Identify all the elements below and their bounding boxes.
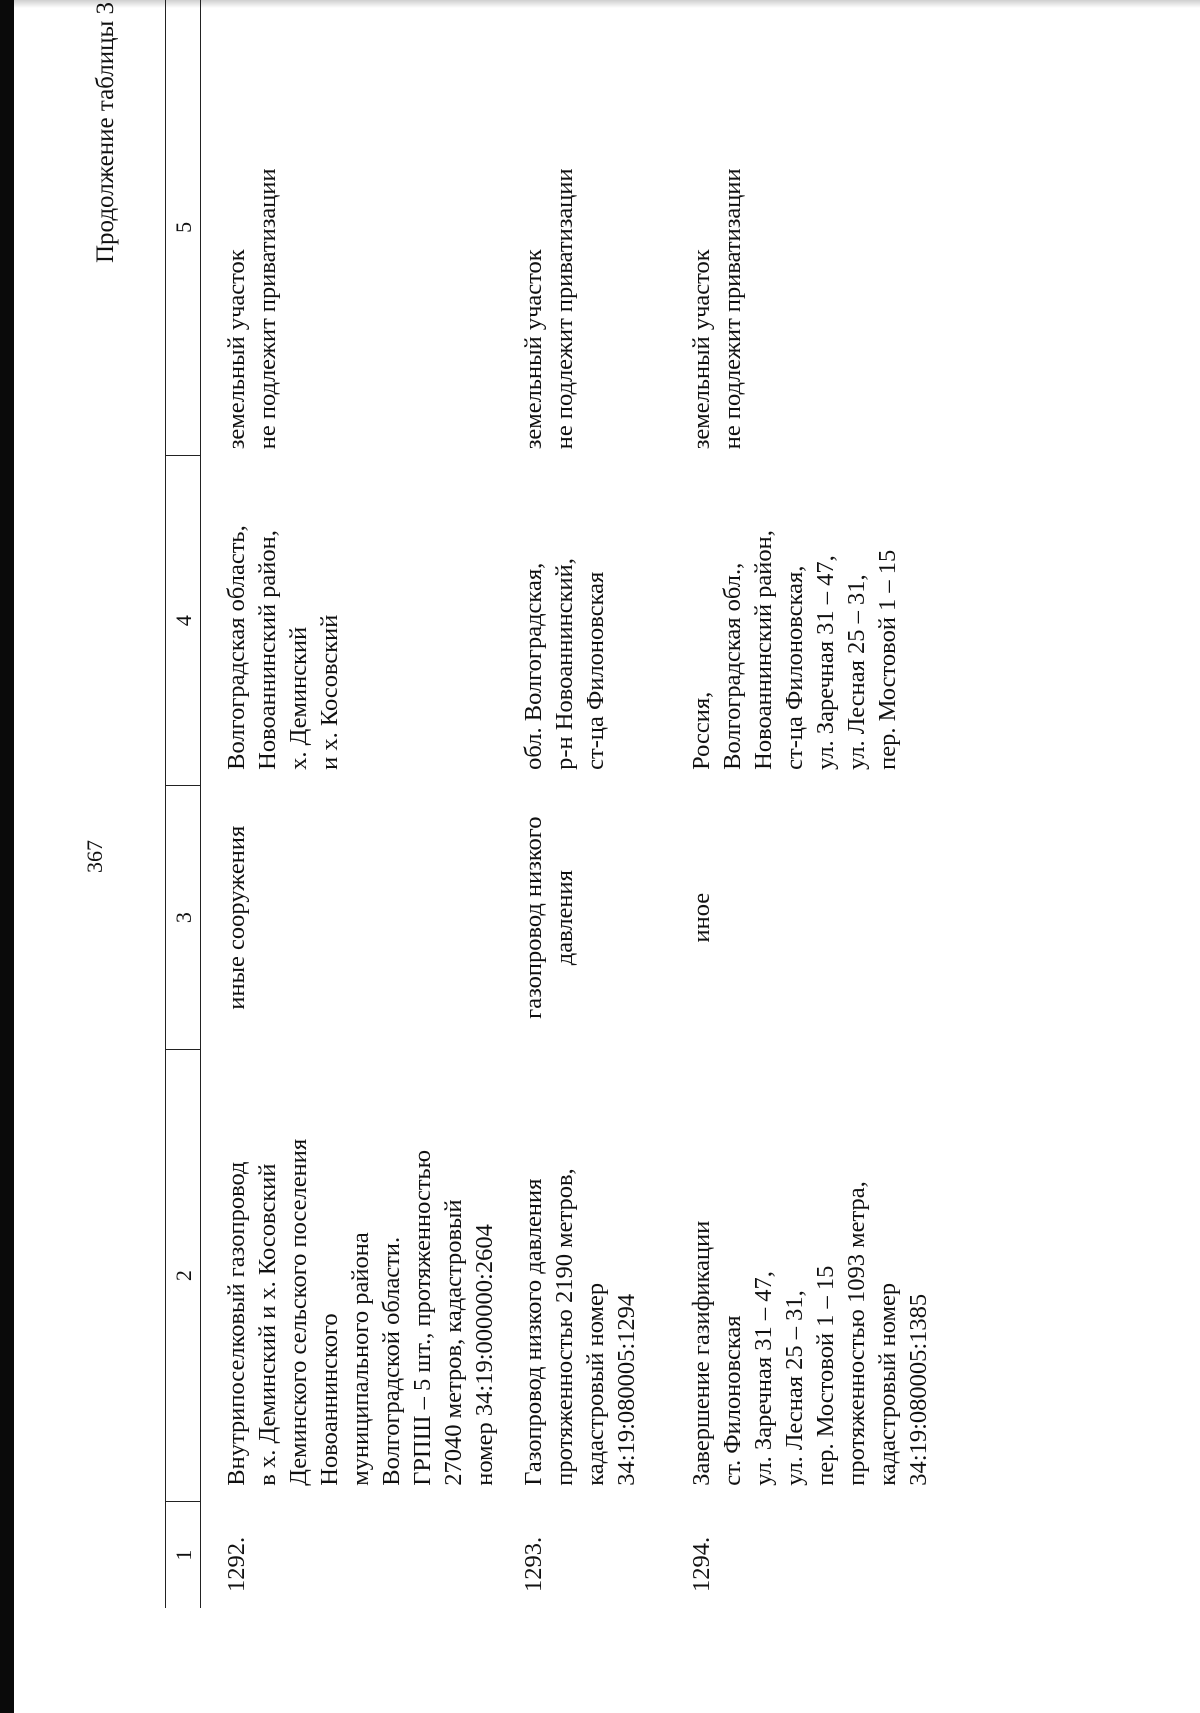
object-description-line: кадастровый номер [582,1282,609,1486]
object-address [668,455,934,786]
object-address-line: ул. Заречная 31 – 47, [812,555,839,770]
object-description-line: 34:19:080005:1294 [613,1293,640,1486]
object-note-line: не подлежит приватизации [551,168,578,450]
table-header-row [166,0,201,1608]
object-type [500,786,668,1050]
object-address-line: Волгоградская область, [223,525,250,770]
object-note-line: земельный участок [688,249,715,450]
object-address-line: Новоаннинский район, [254,530,281,770]
object-description-line: 34:19:080005:1385 [905,1293,932,1486]
object-note [201,0,501,455]
object-description-line: ул. Лесная 25 – 31, [781,1290,808,1486]
object-address-line: р-н Новоаннинский, [551,558,578,770]
object-type-line: иное [688,892,715,943]
table-continuation-label: Продолжение таблицы 3 [92,1,119,263]
object-address [500,455,668,786]
object-address-line: обл. Волгоградская, [520,562,547,770]
column-header-5: 5 [166,0,201,455]
object-description-line: Волгоградской области. [378,1236,405,1486]
object-type [201,786,501,1050]
column-header-4: 4 [166,455,201,786]
column-header-2: 2 [166,1049,201,1501]
object-note-line: не подлежит приватизации [254,168,281,450]
object-note-line: земельный участок [520,249,547,450]
object-address-line: Новоаннинский район, [750,530,777,770]
object-description-line: протяженностью 2190 метров, [551,1168,578,1486]
property-register-table [165,0,934,1608]
column-header-1: 1 [166,1502,201,1608]
object-description-line: в х. Деминский и х. Косовский [254,1163,281,1486]
object-description-line: Газопровод низкого давления [520,1178,547,1486]
object-note-line: не подлежит приватизации [719,168,746,450]
object-description-line: номер 34:19:000000:2604 [471,1224,498,1486]
object-address-line: ст-ца Филоновская [582,571,609,770]
object-description-line: ГРПШ – 5 шт., протяженностью [409,1149,436,1486]
object-description-line: Завершение газификации [688,1220,715,1486]
object-note-line: земельный участок [223,249,250,450]
object-description-line: пер. Мостовой 1 – 15 [812,1265,839,1486]
object-type-line: иные сооружения [223,825,250,1010]
row-number: 1294. [688,1536,715,1592]
table-row [668,0,934,1608]
object-description-line: Деминского сельского поселения [285,1138,312,1486]
object-description-line: ст. Филоновская [719,1315,746,1486]
object-description-line: муниципального района [347,1232,374,1486]
object-note [500,0,668,455]
object-type-line: давления [551,870,578,966]
object-description-line: ул. Заречная 31 – 47, [750,1271,777,1486]
object-type [668,786,934,1050]
row-number: 1292. [223,1536,250,1592]
object-address [201,455,501,786]
object-description-line: Внутрипоселковый газопровод [223,1161,250,1486]
object-note [668,0,934,455]
object-address-line: Волгоградская обл., [719,562,746,770]
object-description-line: Новоаннинского [316,1313,343,1486]
object-address-line: х. Деминский [285,626,312,770]
column-header-3: 3 [166,786,201,1050]
object-address-line: ст-ца Филоновская, [781,565,808,770]
page-number: 367 [82,840,107,873]
object-type-line: газопровод низкого [520,816,547,1019]
object-address-line: Россия, [688,691,715,770]
object-description [201,1049,501,1501]
object-description [500,1049,668,1501]
object-address-line: пер. Мостовой 1 – 15 [874,549,901,770]
row-number: 1293. [520,1536,547,1592]
object-address-line: и х. Косовский [316,614,343,770]
object-address-line: ул. Лесная 25 – 31, [843,574,870,770]
object-description-line: протяженностью 1093 метра, [843,1181,870,1486]
object-description [668,1049,934,1501]
object-description-line: кадастровый номер [874,1282,901,1486]
table-row [201,0,501,1608]
object-description-line: 27040 метров, кадастровый [440,1199,467,1486]
table-row [500,0,668,1608]
